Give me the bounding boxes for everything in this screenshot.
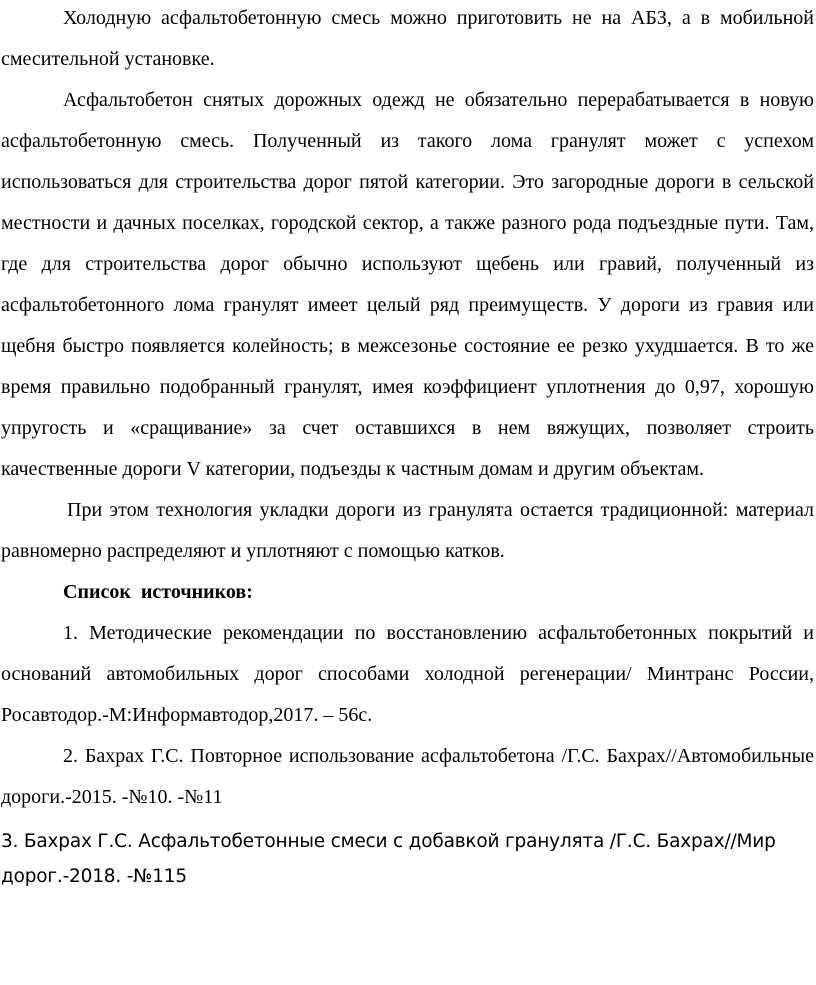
paragraph-cold-mix: Холодную асфальтобетонную смесь можно приготовить не на АБЗ, а в мобильной смесительной установке. [1, 7, 814, 70]
sources-heading: Список источников: [63, 581, 253, 603]
source-item-1: 1. Методические рекомендации по восстановлению асфальтобетонных покрытий и оснований автомобильных дорог способами холодной регенерации/ Минтранс России, Росавтодор.-М:Информавтодор,2017. – 56с. [1, 622, 814, 726]
source-item-2: 2. Бахрах Г.С. Повторное использование асфальтобетона /Г.С. Бахрах//Автомобильные дороги.-2015. -№10. -№11 [1, 745, 814, 808]
source-item-3: 3. Бахрах Г.С. Асфальтобетонные смеси с добавкой гранулята /Г.С. Бахрах//Мир дорог.-2018. -№115 [1, 831, 776, 887]
paragraph-granulate-use: Асфальтобетон снятых дорожных одежд не обязательно перерабатывается в новую асфальтобетонную смесь. Полученный из такого лома гранулят может с успехом использоваться для строительства дорог пятой категории. Это загородные дороги в сельской местности и дачных поселках, городской сектор, а также разного рода подъездные пути. Там, где для строительства дорог обычно используют щебень или гравий, полученный из асфальтобетонного лома гранулят имеет целый ряд преимуществ. У дороги из гравия или щебня быстро появляется колейность; в межсезонье состояние ее резко ухудшается. В то же время правильно подобранный гранулят, имея коэффициент уплотнения до 0,97, хорошую упругость и «сращивание» за счет оставшихся в нем вяжущих, позволяет строить качественные дороги V категории, подъезды к частным домам и другим объектам. [1, 89, 814, 480]
paragraph-laying-technology: При этом технология укладки дороги из гранулята остается традиционной: материал равномерно распределяют и уплотняют с помощью катков. [1, 499, 814, 562]
